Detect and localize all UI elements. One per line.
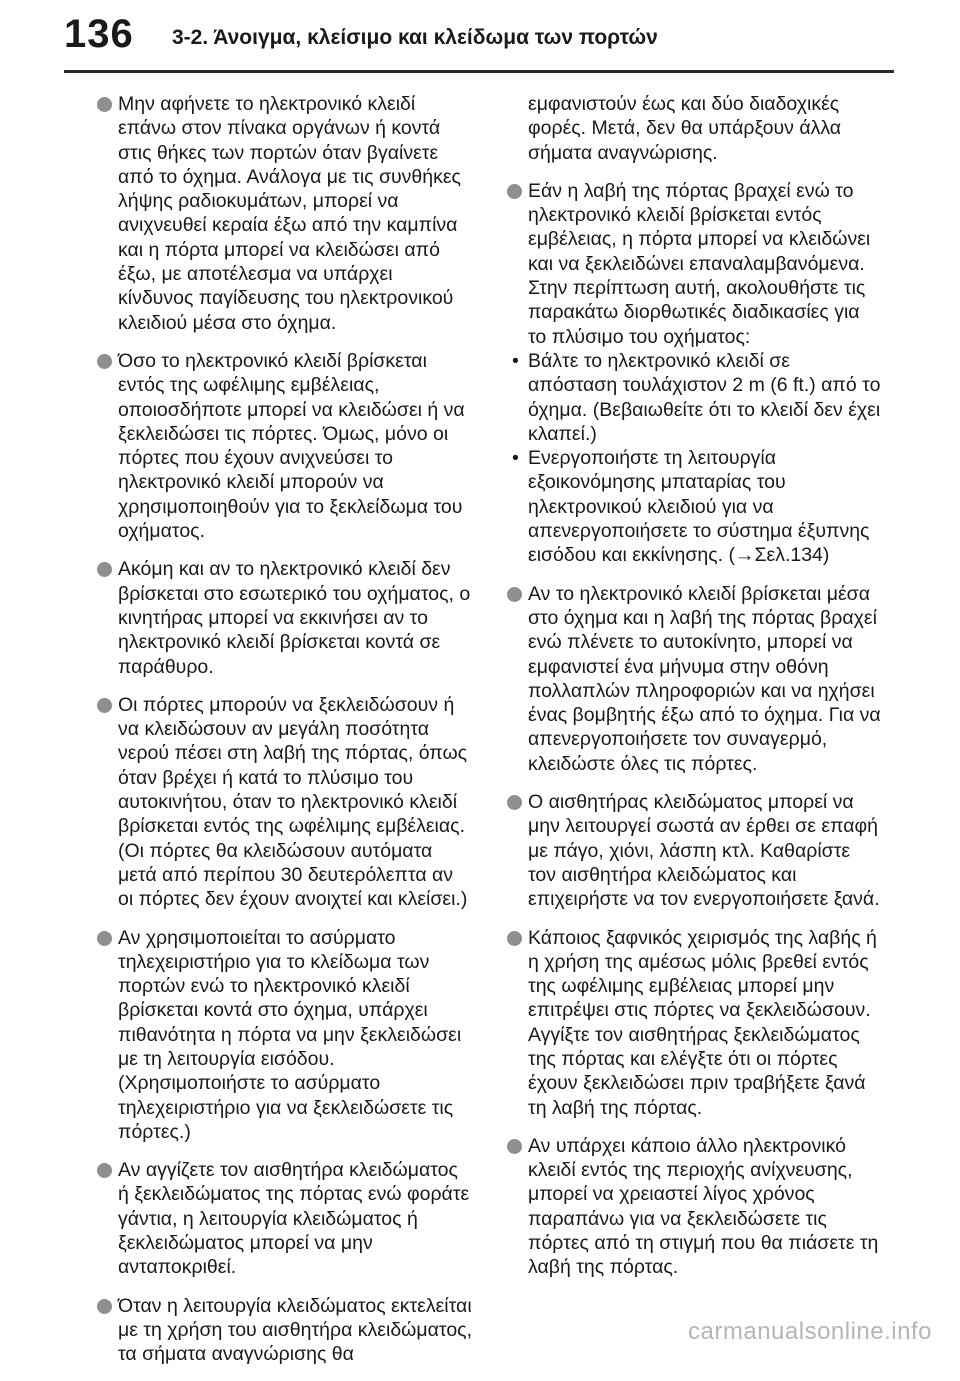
item-text: Μην αφήνετε το ηλεκτρονικό κλειδί επάνω στον πίνακα οργάνων ή κοντά στις θήκες των πορτών όταν βγαίνετε από το όχημα. Ανάλογα με τις συνθήκες λήψης ραδιοκυμάτων, μπορεί να ανιχνευθεί κεραία έξω από την καμπίνα και η πόρτα μπορεί να κλειδώσει από έξω, με αποτέλεσμα να υπάρχει κίνδυνος παγίδευσης του ηλεκτρονικού κλειδιού μέσα στο όχημα.: [118, 93, 461, 334]
bullet-icon: [97, 354, 112, 369]
item-text: Ακόμη και αν το ηλεκτρονικό κλειδί δεν βρίσκεται στο εσωτερικό του οχήματος, ο κινητήρας μπορεί να εκκινήσει αν το ηλεκτρονικό κλειδί βρίσκεται κοντά σε παράθυρο.: [118, 558, 471, 678]
item-text: Κάποιος ξαφνικός χειρισμός της λαβής ή η χρήση της αμέσως μόλις βρεθεί εντός της ωφέλιμης εμβέλειας μπορεί μην επιτρέψει στις πόρτες να ξεκλειδώσουν. Αγγίξτε τον αισθητήρας ξεκλειδώματος της πόρτας και ελέγξτε ότι οι πόρτες έχουν ξεκλειδώσει πριν τραβήξετε ξανά τη λαβή της πόρτας.: [528, 926, 877, 1119]
bullet-icon: [97, 1299, 112, 1314]
item-text: Αν χρησιμοποιείται το ασύρματο τηλεχειριστήριο για το κλείδωμα των πορτών ενώ το ηλεκτρονικό κλειδί βρίσκεται κοντά στο όχημα, υπάρχει πιθανότητα η πόρτα να μην ξεκλειδώσει με τη λειτουργία εισόδου. (Χρησιμοποιήστε το ασύρματο τηλεχειριστήριο για να ξεκλειδώσετε τις πόρτες.): [118, 926, 462, 1143]
list-item: [100, 1158, 472, 1279]
right-column: [510, 92, 882, 1294]
section-title: 3-2. Άνοιγμα, κλείσιμο και κλείδωμα των πορτών: [172, 26, 658, 49]
list-item: [100, 557, 472, 678]
bullet-icon: [507, 795, 522, 810]
dot-icon: •: [512, 447, 519, 470]
list-item: [100, 349, 472, 543]
list-item: [510, 582, 882, 776]
sub-list: [510, 349, 882, 568]
item-text: εμφανιστούν έως και δύο διαδοχικές φορές. Μετά, δεν θα υπάρξουν άλλα σήματα αναγνώρισης.: [528, 93, 842, 164]
list-item: [100, 92, 472, 335]
sub-item-text: Ενεργοποιήστε τη λειτουργία εξοικονόμησης μπαταρίας του ηλεκτρονικού κλειδιού για να απενεργοποιήσετε το σύστημα έξυπνης εισόδου και εκκίνησης. (→Σελ.134): [528, 447, 870, 567]
list-item: [510, 179, 882, 568]
sub-list-item: [510, 349, 882, 446]
bullet-icon: [97, 931, 112, 946]
bullet-icon: [97, 698, 112, 713]
left-column: [100, 92, 472, 1381]
watermark: carmanualsonline.info: [688, 1318, 932, 1345]
list-item: [100, 1294, 472, 1367]
bullet-icon: [97, 562, 112, 577]
bullet-icon: [507, 184, 522, 199]
item-text: Οι πόρτες μπορούν να ξεκλειδώσουν ή να κλειδώσουν αν μεγάλη ποσότητα νερού πέσει στη λαβή της πόρτας, όπως όταν βρέχει ή κατά το πλύσιμο του αυτοκινήτου, όταν το ηλεκτρονικό κλειδί βρίσκεται εντός της ωφέλιμης εμβέλειας. (Οι πόρτες θα κλειδώσουν αυτόματα μετά από περίπου 30 δευτερόλεπτα αν οι πόρτες δεν έχουν ανοιχτεί και κλείσει.): [118, 693, 468, 911]
sub-list-item: [510, 446, 882, 567]
item-text: Αν αγγίζετε τον αισθητήρα κλειδώματος ή ξεκλειδώματος της πόρτας ενώ φοράτε γάντια, η λειτουργία κλειδώματος ή ξεκλειδώματος μπορεί να μην ανταποκριθεί.: [118, 1159, 470, 1279]
bullet-icon: [97, 1163, 112, 1178]
continued-text: [510, 92, 882, 165]
bullet-icon: [507, 931, 522, 946]
item-text: Αν το ηλεκτρονικό κλειδί βρίσκεται μέσα στο όχημα και η λαβή της πόρτας βραχεί ενώ πλένετε το αυτοκίνητο, μπορεί να εμφανιστεί ένα μήνυμα στην οθόνη πολλαπλών πληροφοριών και να ηχήσει ένας βομβητής έξω από το όχημα. Για να απενεργοποιήσετε τον συναγερμό, κλειδώστε όλες τις πόρτες.: [528, 582, 881, 775]
item-text: Όταν η λειτουργία κλειδώματος εκτελείται με τη χρήση του αισθητήρα κλειδώματος, τα σήματα αναγνώρισης θα: [118, 1294, 472, 1366]
item-text: Αν υπάρχει κάποιο άλλο ηλεκτρονικό κλειδί εντός της περιοχής ανίχνευσης, μπορεί να χρειαστεί λίγος χρόνος παραπάνω για να ξεκλειδώσετε τις πόρτες από τη στιγμή που θα πιάσετε τη λαβή της πόρτας.: [528, 1134, 879, 1279]
dot-icon: •: [512, 349, 519, 372]
bullet-icon: [507, 1139, 522, 1154]
page-number: 136: [64, 12, 134, 56]
header-rule: [64, 70, 894, 73]
list-item: [510, 926, 882, 1120]
bullet-icon: [97, 97, 112, 112]
list-item: [100, 926, 472, 1145]
item-text: Όσο το ηλεκτρονικό κλειδί βρίσκεται εντός της ωφέλιμης εμβέλειας, οποιοσδήποτε μπορεί να κλειδώσει ή να ξεκλειδώσει τις πόρτες. Όμως, μόνο οι πόρτες που έχουν ανιχνεύσει το ηλεκτρονικό κλειδί μπορούν να χρησιμοποιηθούν για το ξεκλείδωμα του οχήματος.: [118, 349, 465, 543]
list-item: [100, 693, 472, 912]
sub-item-text: Βάλτε το ηλεκτρονικό κλειδί σε απόσταση τουλάχιστον 2 m (6 ft.) από το όχημα. (Βεβαιωθείτε ότι το κλειδί δεν έχει κλαπεί.): [528, 349, 881, 445]
list-item: [510, 1134, 882, 1280]
item-text: Εάν η λαβή της πόρτας βραχεί ενώ το ηλεκτρονικό κλειδί βρίσκεται εντός εμβέλειας, η πόρτα μπορεί να κλειδώνει και να ξεκλειδώνει επαναλαμβανόμενα. Στην περίπτωση αυτή, ακολουθήστε τις παρακάτω διορθωτικές διαδικασίες για το πλύσιμο του οχήματος:: [528, 179, 871, 348]
item-text: Ο αισθητήρας κλειδώματος μπορεί να μην λειτουργεί σωστά αν έρθει σε επαφή με πάγο, χιόνι, λάσπη κτλ. Καθαρίστε τον αισθητήρα κλειδώματος και επιχειρήστε να τον ενεργοποιήσετε ξανά.: [528, 791, 880, 911]
page-header: [0, 0, 960, 80]
list-item: [510, 790, 882, 911]
bullet-icon: [507, 587, 522, 602]
